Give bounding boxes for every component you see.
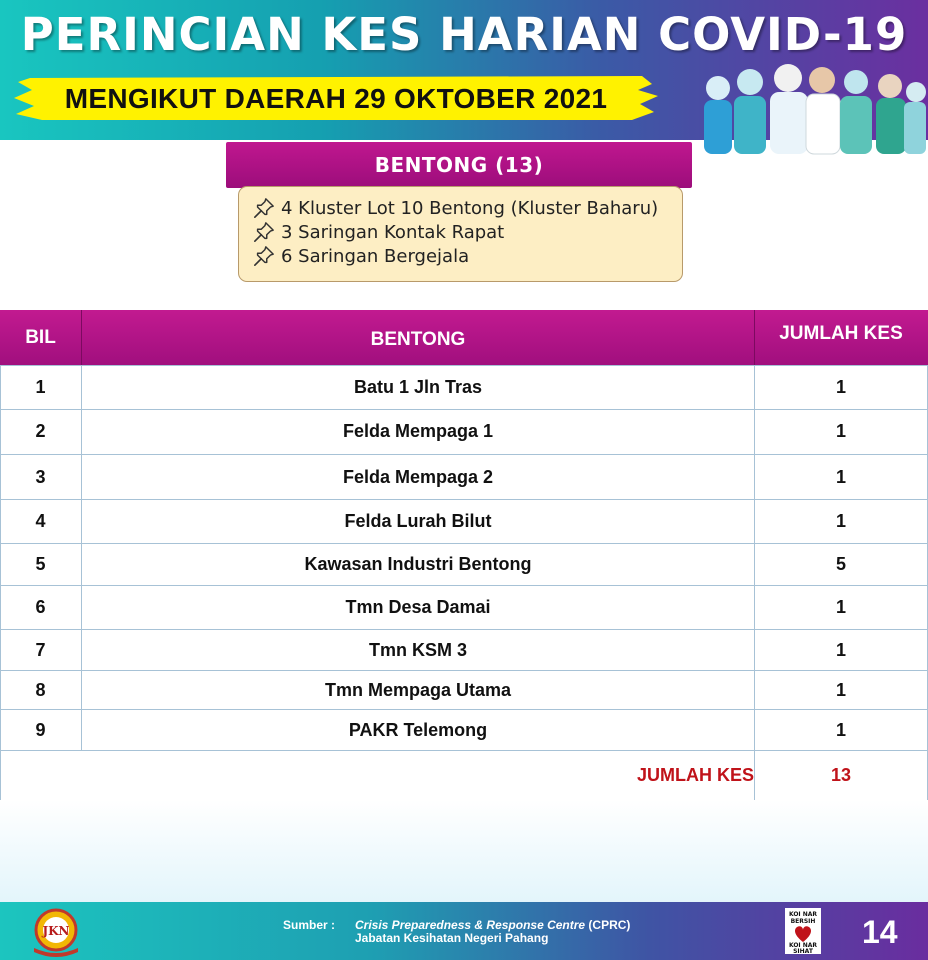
table-row [0,365,927,410]
pushpin-icon [253,221,275,243]
table-row [0,630,927,671]
table-row [0,500,927,544]
cell-location: PAKR Telemong [348,719,488,740]
cell-location: Tmn Mempaga Utama [324,679,512,700]
table-row [0,544,927,586]
source-org-abbr: (CPRC) [585,918,631,932]
cell-location: Batu 1 Jln Tras [353,377,483,397]
header-banner [0,0,928,140]
page-title: PERINCIAN KES HARIAN COVID-19 [20,8,908,61]
subtitle-banner [12,74,660,122]
svg-text:SIHAT: SIHAT [793,948,813,954]
cell-location: Felda Lurah Bilut [344,511,492,531]
table-row [0,409,927,455]
summary-box [238,186,683,282]
table-header [0,310,928,365]
summary-item [253,196,658,220]
koi-nar-logo [785,908,821,954]
table-row [0,586,927,630]
cell-location: Felda Mempaga 1 [342,421,494,441]
column-header-bil: BIL [25,326,56,348]
total-value: 13 [830,765,852,785]
cell-bil: 2 [35,421,46,441]
cell-location: Felda Mempaga 2 [342,466,494,487]
cell-cases: 5 [835,554,846,574]
cell-cases: 1 [835,421,846,441]
table-row [0,710,927,751]
page-subtitle: MENGIKUT DAERAH 29 OKTOBER 2021 [64,83,608,114]
cell-bil: 6 [35,597,46,617]
column-header-cases: JUMLAH KES [779,323,903,344]
cell-location: Kawasan Industri Bentong [304,554,532,574]
table-row [0,671,927,710]
cell-cases: 1 [835,639,846,660]
cell-cases: 1 [835,511,846,531]
svg-text:BERSIH: BERSIH [790,918,816,925]
table-total-row [0,751,927,801]
cell-bil: 9 [35,719,46,740]
cell-bil: 4 [35,511,46,531]
jkn-logo [30,906,82,958]
total-label: JUMLAH KES [636,765,754,785]
cell-cases: 1 [835,597,846,617]
cell-location: Tmn Desa Damai [345,597,491,617]
table-border-left [0,365,1,800]
cell-cases: 1 [835,466,846,487]
cell-bil: 7 [35,639,46,660]
cell-bil: 8 [35,679,46,700]
cell-cases: 1 [835,679,846,700]
cell-cases: 1 [835,719,846,740]
page-number: 14 [862,914,898,950]
source-line-1 [355,918,630,932]
svg-text:KOI NAR: KOI NAR [788,942,818,949]
cell-cases: 1 [835,377,846,397]
cell-bil: 3 [35,466,46,487]
bottom-background [0,800,928,902]
pushpin-icon [253,197,275,219]
summary-item [253,244,469,268]
column-header-location: BENTONG [370,328,466,350]
table-row [0,455,927,500]
summary-item [253,220,504,244]
summary-heading: BENTONG (13) [374,153,544,177]
summary-item-text: 6 Saringan Bergejala [281,245,470,267]
cell-location: Tmn KSM 3 [368,639,467,660]
column-divider [754,365,755,800]
source-org-name: Crisis Preparedness & Response Centre [355,918,586,932]
summary-item-text: 4 Kluster Lot 10 Bentong (Kluster Baharu) [281,197,659,219]
health-workers-illustration [690,58,926,156]
cell-bil: 5 [35,554,46,574]
source-line-2: Jabatan Kesihatan Negeri Pahang [355,931,549,945]
footer-bar [0,902,928,960]
jkn-logo-text: JKN [42,924,70,938]
summary-item-text: 3 Saringan Kontak Rapat [281,221,505,243]
svg-text:KOI NAR: KOI NAR [788,911,818,918]
column-divider [81,365,82,751]
source-label: Sumber : [283,918,336,932]
cell-bil: 1 [35,377,46,397]
summary-heading-bar [226,142,692,188]
pushpin-icon [253,245,275,267]
